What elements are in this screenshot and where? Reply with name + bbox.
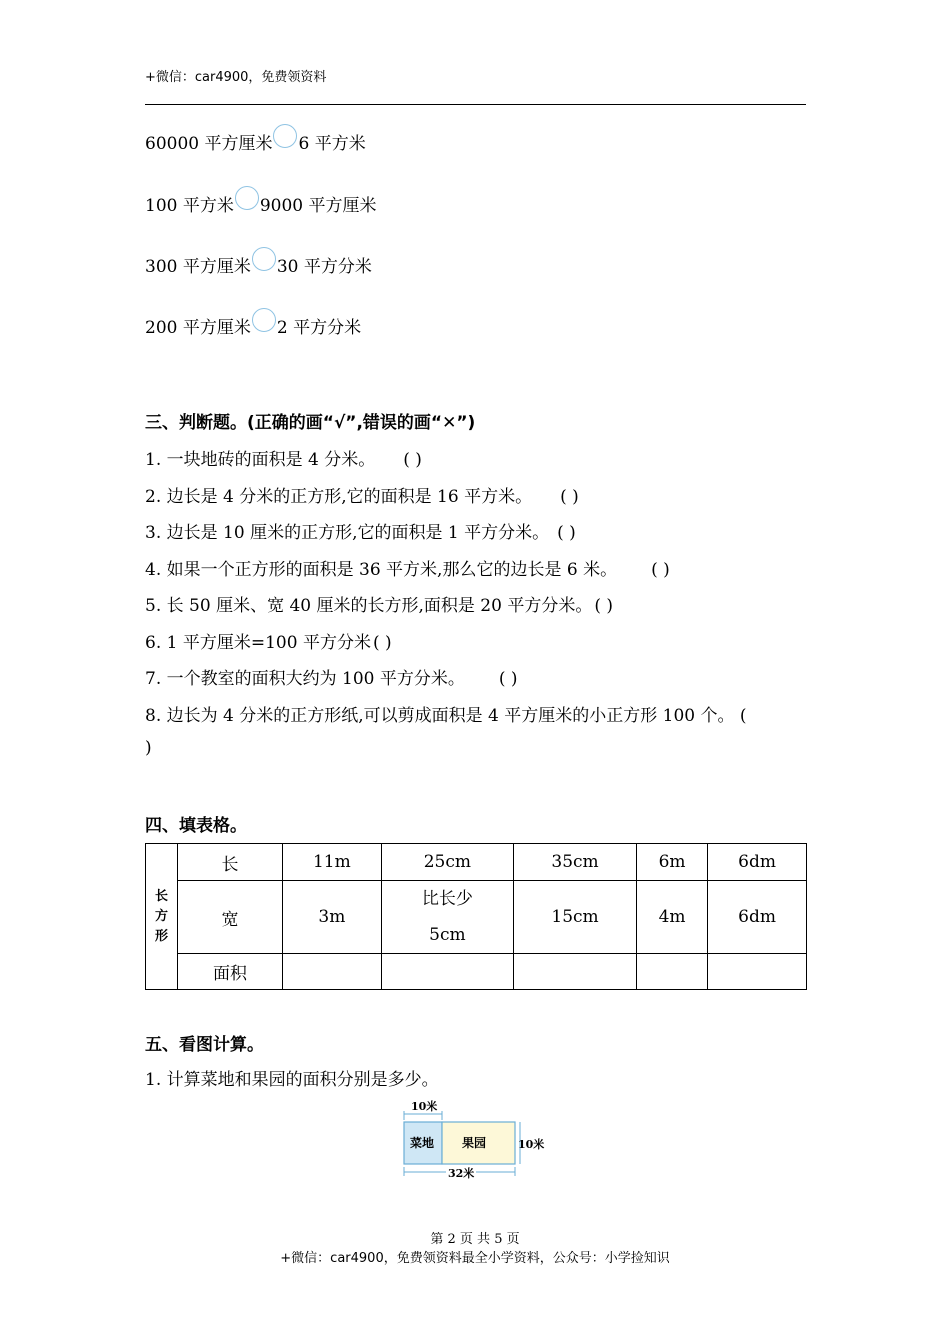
table-cell: 6m [637, 844, 708, 881]
judge-item [145, 482, 579, 507]
comparison-left: 100 平方米 [145, 196, 234, 216]
table-label: 面积 [178, 954, 283, 990]
table-cell: 3m [283, 881, 382, 954]
table-row [146, 954, 807, 990]
row-header [146, 844, 178, 990]
judge-text: 7. 一个教室的面积大约为 100 平方分米。 [145, 669, 465, 689]
footer-note: +微信：car4900，免费领资料最全小学资料，公众号：小学捡知识 [280, 1251, 670, 1266]
page-number: 第 2 页 共 5 页 [430, 1232, 520, 1247]
comparison-left: 200 平方厘米 [145, 318, 251, 338]
section-5-title: 五、看图计算。 [145, 1035, 264, 1055]
judge-item [145, 555, 670, 580]
answer-circle[interactable] [252, 308, 276, 332]
comparison-right: 9000 平方厘米 [259, 196, 377, 216]
answer-circle[interactable] [252, 247, 276, 271]
table-row [146, 844, 807, 881]
judge-text: 5. 长 50 厘米、宽 40 厘米的长方形,面积是 20 平方分米。 [145, 596, 593, 616]
table-cell: 25cm [381, 844, 513, 881]
section-3-title: 三、判断题。(正确的画“√”,错误的画“✕”) [145, 413, 476, 433]
header-divider [145, 104, 806, 105]
table-cell-line: 比长少 [421, 889, 473, 909]
answer-circle[interactable] [273, 124, 297, 148]
header-note: +微信：car4900，免费领资料 [145, 70, 327, 85]
judge-item [145, 701, 747, 726]
top-dimension-label: 10米 [411, 1100, 438, 1113]
judge-text: 3. 边长是 10 厘米的正方形,它的面积是 1 平方分米。 [145, 523, 550, 543]
judge-text: 1. 一块地砖的面积是 4 分米。 [145, 450, 376, 470]
judge-item [145, 445, 422, 470]
side-dimension-label: 10米 [518, 1138, 545, 1151]
table-cell: 11m [283, 844, 382, 881]
comparison-line [145, 313, 361, 338]
answer-blank[interactable]: ) [145, 738, 152, 758]
fill-table [145, 843, 807, 990]
answer-cell[interactable] [514, 954, 637, 990]
answer-cell[interactable] [637, 954, 708, 990]
judge-item [145, 664, 518, 689]
comparison-line [145, 191, 377, 216]
judge-item [145, 518, 576, 543]
comparison-line [145, 129, 366, 154]
orchard-plot-label: 果园 [462, 1136, 487, 1150]
answer-blank[interactable]: ( ) [372, 633, 392, 653]
comparison-right: 2 平方分米 [276, 318, 362, 338]
table-cell [381, 881, 513, 954]
row-header-char: 方 [154, 908, 168, 924]
garden-diagram [398, 1094, 558, 1184]
answer-blank[interactable]: ( ) [498, 669, 518, 689]
row-header-char: 形 [154, 928, 168, 944]
judge-text: 2. 边长是 4 分米的正方形,它的面积是 16 平方米。 [145, 487, 533, 507]
judge-text: 8. 边长为 4 分米的正方形纸,可以剪成面积是 4 平方厘米的小正方形 100 个。 ( [145, 706, 747, 726]
answer-blank[interactable]: ( ) [560, 487, 579, 507]
question-text: 1. 计算菜地和果园的面积分别是多少。 [145, 1070, 439, 1090]
table-cell: 6dm [708, 881, 807, 954]
comparison-left: 60000 平方厘米 [145, 134, 273, 154]
table-cell: 6dm [708, 844, 807, 881]
comparison-line [145, 252, 372, 277]
table-cell: 35cm [514, 844, 637, 881]
answer-blank[interactable]: ( ) [557, 523, 576, 543]
comparison-left: 300 平方厘米 [145, 257, 251, 277]
judge-item [145, 591, 613, 616]
table-label: 长 [178, 844, 283, 881]
vegetable-plot-label: 菜地 [410, 1136, 435, 1150]
comparison-right: 30 平方分米 [276, 257, 372, 277]
table-cell-line: 5cm [429, 925, 466, 945]
table-cell: 15cm [514, 881, 637, 954]
answer-cell[interactable] [381, 954, 513, 990]
judge-text: 4. 如果一个正方形的面积是 36 平方米,那么它的边长是 6 米。 [145, 560, 618, 580]
answer-cell[interactable] [283, 954, 382, 990]
comparison-right: 6 平方米 [298, 134, 366, 154]
answer-blank[interactable]: ( ) [403, 450, 422, 470]
table-cell: 4m [637, 881, 708, 954]
answer-blank[interactable]: ( ) [594, 596, 614, 616]
table-row [146, 881, 807, 954]
section-4-title: 四、填表格。 [145, 816, 247, 836]
judge-item-continued [145, 738, 152, 758]
judge-item [145, 628, 392, 653]
bottom-dimension-label: 32米 [448, 1167, 475, 1180]
judge-text: 6. 1 平方厘米=100 平方分米 [145, 633, 371, 653]
answer-cell[interactable] [708, 954, 807, 990]
answer-blank[interactable]: ( ) [651, 560, 670, 580]
row-header-char: 长 [154, 888, 168, 904]
table-label: 宽 [178, 881, 283, 954]
answer-circle[interactable] [235, 186, 259, 210]
